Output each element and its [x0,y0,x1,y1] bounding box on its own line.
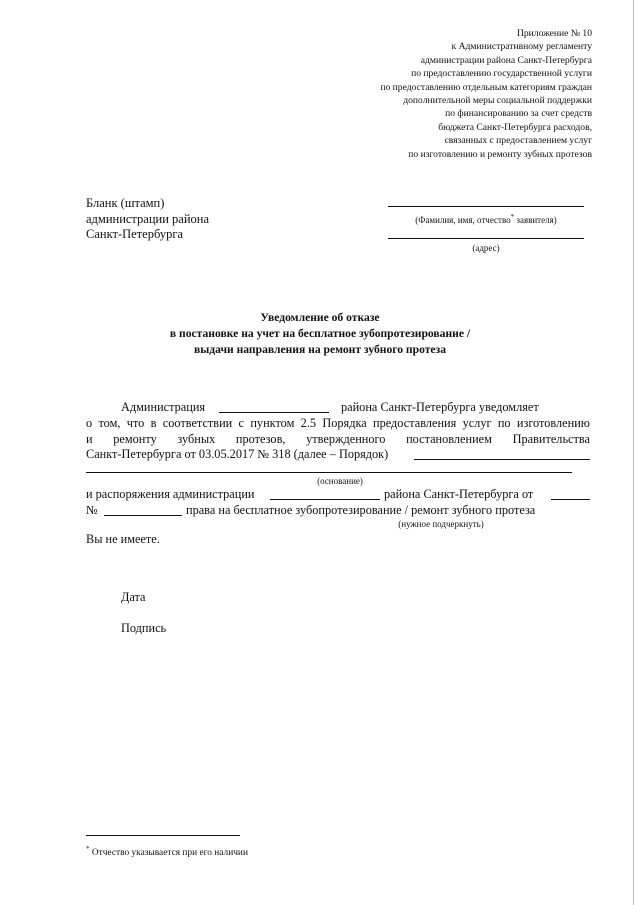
appendix-line: по изготовлению и ремонту зубных протезов [408,148,592,160]
title-line: в постановке на учет на бесплатное зубопротезирование / [169,327,471,340]
body-paragraph-line: и ремонту зубных протезов, утвержденного постановлением Правительства [86,432,590,446]
appendix-line: к Административному регламенту [451,41,592,53]
order-district-field[interactable] [270,499,380,500]
scan-edge-line [633,0,634,905]
applicant-address-caption: (адрес) [472,243,500,253]
appendix-line: администрации района Санкт-Петербурга [420,54,592,66]
document-title [0,310,640,358]
appendix-line: бюджета Санкт-Петербурга расходов, [438,121,592,133]
body-number-label: № [86,503,98,517]
applicant-name-line[interactable] [388,206,584,207]
appendix-line: связанных с предоставлением услуг [444,135,592,147]
date-label: Дата [121,590,146,604]
title-line: выдачи направления на ремонт зубного протеза [193,343,447,356]
applicant-address-line[interactable] [388,238,584,239]
appendix-line: Приложение № 10 [516,28,592,39]
basis-line[interactable] [86,472,572,473]
basis-caption: (основание) [317,476,363,486]
appendix-line: по предоставлению государственной услуги [411,68,592,80]
body-order-from: района Санкт-Петербурга от [384,487,534,501]
footnote: * Отчество указывается при его наличии [86,845,248,859]
body-conclusion: Вы не имеете. [86,532,160,546]
appendix-line: по предоставлению отдельным категориям граждан [380,81,592,93]
footnote-separator [86,835,240,836]
appendix-header [292,27,592,161]
stamp-line: администрации района [86,211,210,226]
body-rights-text: права на бесплатное зубопротезирование / ремонт зубного протеза [186,503,536,517]
body-paragraph-line: Санкт-Петербурга от 03.05.2017 № 318 (далее – Порядок) [86,447,389,461]
signature-label: Подпись [121,621,167,635]
body-paragraph-line: о том, что в соответствии с пунктом 2.5 Порядка предоставления услуг по изготовлению [86,416,590,430]
body-admin-label: Администрация [121,400,206,414]
underline-caption: (нужное подчеркнуть) [398,519,484,529]
order-field[interactable] [414,459,590,460]
order-date-field[interactable] [551,499,590,500]
body-notifies: района Санкт-Петербурга уведомляет [341,400,539,414]
applicant-name-caption: (Фамилия, имя, отчество* заявителя) [415,213,557,225]
stamp-block [86,196,209,243]
stamp-line: Санкт-Петербурга [86,227,184,241]
appendix-line: дополнительной меры социальной поддержки [403,95,592,107]
body-order-label: и распоряжения администрации [86,487,255,501]
appendix-line: по финансированию за счет средств [445,108,592,120]
title-line: Уведомление об отказе [260,311,380,324]
admin-district-field[interactable] [219,412,329,413]
stamp-line: Бланк (штамп) [86,196,165,210]
order-number-field[interactable] [104,515,182,516]
